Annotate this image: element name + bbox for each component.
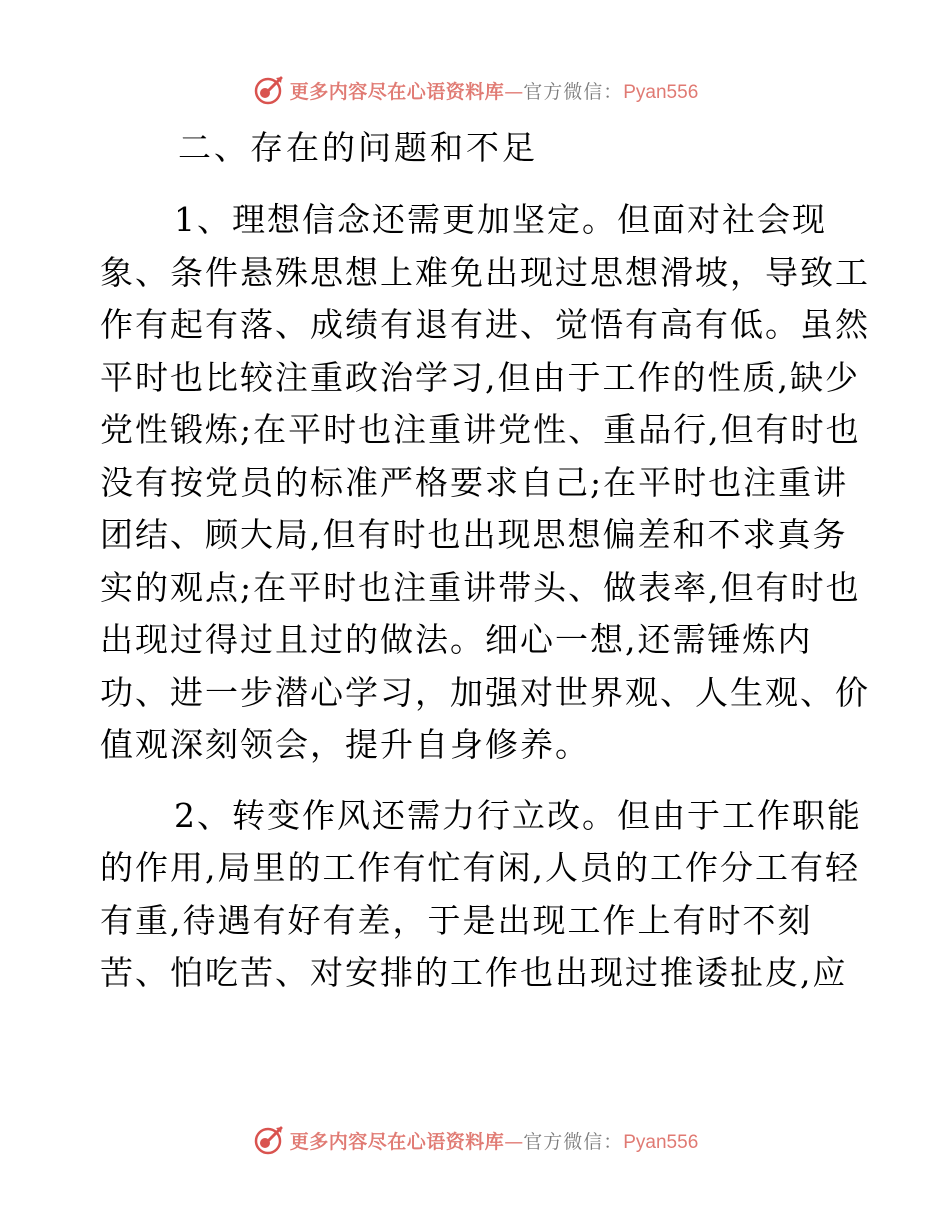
paragraph-line: 党性锻炼;在平时也注重讲党性、重品行,但有时也 <box>100 410 861 449</box>
brand-logo-icon <box>252 74 284 106</box>
watermark-inner <box>252 74 699 106</box>
paragraph-line: 实的观点;在平时也注重讲带头、做表率,但有时也 <box>100 567 861 607</box>
brand-logo-icon <box>252 1124 284 1156</box>
paragraph-line: 功、进一步潜心学习，加强对世界观、人生观、价 <box>100 672 870 712</box>
watermark-dash: — <box>504 1130 524 1153</box>
paragraph-line: 有重,待遇有好有差，于是出现工作上有时不刻 <box>100 900 813 940</box>
watermark-id: Pyan556 <box>623 81 699 103</box>
paragraph-line: 作有起有落、成绩有退有进、觉悟有高有低。虽然 <box>100 305 870 344</box>
watermark-brand: 更多内容尽在心语资料库 <box>289 1130 505 1153</box>
watermark-id: Pyan556 <box>623 1131 699 1153</box>
watermark-footer <box>0 1120 950 1160</box>
paragraph-line: 没有按党员的标准严格要求自己;在平时也注重讲 <box>100 462 849 502</box>
paragraph-line: 出现过得过且过的做法。细心一想,还需锤炼内 <box>100 620 813 659</box>
watermark-label: 官方微信： <box>523 1130 624 1153</box>
paragraph-line: 团结、顾大局,但有时也出现思想偏差和不求真务 <box>100 515 848 554</box>
paragraph-line: 1、理想信念还需更加坚定。但面对社会现 <box>174 200 827 239</box>
paragraph-line: 2、转变作风还需力行立改。但由于工作职能 <box>174 795 862 835</box>
paragraph-2 <box>100 790 862 1000</box>
watermark-inner <box>252 1124 699 1156</box>
watermark-header <box>0 70 950 110</box>
watermark-label: 官方微信： <box>523 80 624 103</box>
watermark-dash: — <box>504 80 524 103</box>
paragraph-line: 值观深刻领会，提升自身修养。 <box>100 725 590 764</box>
watermark-brand: 更多内容尽在心语资料库 <box>289 80 505 103</box>
paragraph-line: 苦、怕吃苦、对安排的工作也出现过推诿扯皮,应 <box>100 953 848 992</box>
paragraph-line: 平时也比较注重政治学习,但由于工作的性质,缺少 <box>100 357 860 397</box>
paragraph-1 <box>100 194 870 772</box>
section-heading: 二、存在的问题和不足 <box>178 128 538 167</box>
watermark-text <box>290 77 699 104</box>
watermark-text <box>290 1127 699 1154</box>
paragraph-line: 的作用,局里的工作有忙有闲,人员的工作分工有轻 <box>100 848 860 887</box>
document-body <box>100 122 870 1000</box>
paragraph-line: 象、条件悬殊思想上难免出现过思想滑坡，导致工 <box>100 252 870 292</box>
